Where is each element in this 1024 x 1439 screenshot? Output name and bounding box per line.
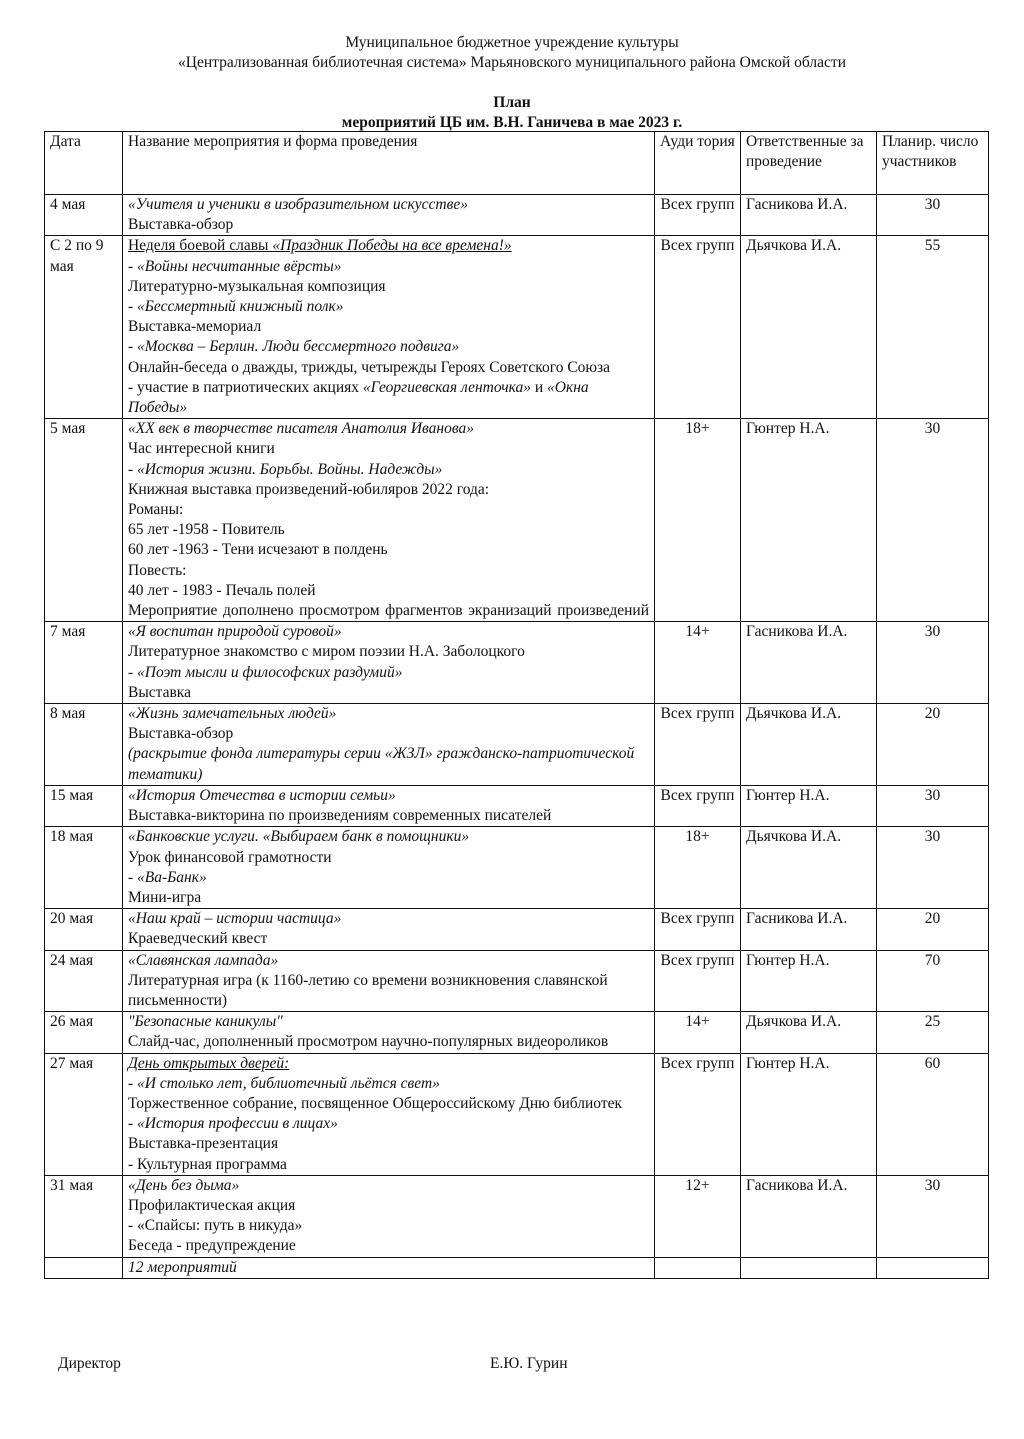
table-row (45, 195, 989, 236)
event-text: Литературная игра (к 1160-летию со времени возникновения славянской письменности) (128, 971, 608, 1009)
event-line (128, 480, 649, 500)
total-empty-cell (45, 1257, 123, 1278)
event-participant-count: 30 (877, 785, 989, 826)
event-responsible: Дьячкова И.А. (741, 704, 877, 786)
event-audience: Всех групп (655, 704, 741, 786)
event-responsible: Гюнтер Н.А. (741, 950, 877, 1012)
event-participant-count: 60 (877, 1053, 989, 1175)
event-date: 15 мая (45, 785, 123, 826)
event-line (128, 297, 649, 317)
table-row (45, 1012, 989, 1053)
event-line (128, 868, 649, 888)
total-empty-cell (741, 1257, 877, 1278)
event-line (128, 520, 649, 540)
event-responsible: Гасникова И.А. (741, 909, 877, 950)
event-text: Книжная выставка произведений-юбиляров 2022 года: (128, 480, 490, 498)
event-text: - «Бессмертный книжный полк» (128, 298, 344, 316)
event-text: Литературно-музыкальная композиция (128, 277, 386, 295)
event-text: 65 лет -1958 - Повитель (128, 521, 285, 539)
event-description (123, 785, 655, 826)
event-date: С 2 по 9 мая (45, 236, 123, 419)
event-line (128, 848, 649, 868)
event-line (128, 195, 649, 215)
event-description (123, 1175, 655, 1257)
event-text: "Безопасные каникулы" (128, 1013, 283, 1031)
event-description (123, 1053, 655, 1175)
event-text: Романы: (128, 501, 184, 519)
event-responsible: Гюнтер Н.А. (741, 419, 877, 622)
table-row (45, 950, 989, 1012)
event-responsible: Дьячкова И.А. (741, 1012, 877, 1053)
event-participant-count: 30 (877, 622, 989, 704)
event-audience: 18+ (655, 419, 741, 622)
event-text: Краеведческий квест (128, 930, 268, 948)
column-header-count: Планир. число участников (877, 132, 989, 195)
event-line (128, 1216, 649, 1236)
event-text: «День без дыма» (128, 1176, 240, 1194)
event-responsible: Гасникова И.А. (741, 195, 877, 236)
total-empty-cell (655, 1257, 741, 1278)
event-line (128, 1155, 649, 1175)
event-line (128, 827, 649, 847)
event-line (128, 540, 649, 560)
event-text: День открытых дверей: (128, 1054, 290, 1072)
event-responsible: Дьячкова И.А. (741, 236, 877, 419)
event-participant-count: 30 (877, 1175, 989, 1257)
event-line (128, 1032, 649, 1052)
event-line (128, 215, 649, 235)
event-responsible: Гасникова И.А. (741, 1175, 877, 1257)
event-description (123, 950, 655, 1012)
event-line (128, 358, 649, 378)
event-text: - «Москва – Берлин. Люди бессмертного подвига» (128, 338, 460, 356)
event-line (128, 1176, 649, 1196)
event-line (128, 909, 649, 929)
event-line (128, 724, 649, 744)
event-text: Урок финансовой грамотности (128, 848, 332, 866)
event-text: Профилактическая акция (128, 1196, 296, 1214)
event-line (128, 971, 649, 1011)
table-row (45, 785, 989, 826)
event-audience: Всех групп (655, 950, 741, 1012)
event-text: Выставка-обзор (128, 216, 234, 234)
event-line (128, 1196, 649, 1216)
event-responsible: Гюнтер Н.А. (741, 1053, 877, 1175)
event-text: Беседа - предупреждение (128, 1237, 296, 1255)
event-description (123, 704, 655, 786)
event-line (128, 419, 649, 439)
event-date: 7 мая (45, 622, 123, 704)
event-line (128, 622, 649, 642)
table-row (45, 419, 989, 622)
event-date: 26 мая (45, 1012, 123, 1053)
event-participant-count: 70 (877, 950, 989, 1012)
event-description (123, 1012, 655, 1053)
event-text: 40 лет - 1983 - Печаль полей (128, 581, 316, 599)
event-line (128, 1236, 649, 1256)
column-header-audience: Ауди тория (655, 132, 741, 195)
column-header-date: Дата (45, 132, 123, 195)
event-text: - «История профессии в лицах» (128, 1115, 338, 1133)
table-row (45, 1175, 989, 1257)
event-line (128, 642, 649, 662)
title-line-1: План (493, 94, 531, 111)
event-text: Неделя боевой славы (128, 237, 273, 255)
event-text: - «Спайсы: путь в никуда» (128, 1217, 303, 1235)
event-text: - «Поэт мысли и философских раздумий» (128, 663, 403, 681)
column-header-responsible: Ответственные за проведение (741, 132, 877, 195)
event-text: «История Отечества в истории семьи» (128, 786, 396, 804)
event-text: Повесть: (128, 561, 187, 579)
event-text: Выставка (128, 683, 191, 701)
event-description (123, 827, 655, 909)
event-line (128, 1012, 649, 1032)
event-text: «Банковские услуги. «Выбираем банк в помощники» (128, 828, 470, 846)
event-text: «XX век в творчестве писателя Анатолия Иванова» (128, 420, 474, 438)
event-line (128, 1114, 649, 1134)
event-text: Выставка-викторина по произведениям современных писателей (128, 807, 552, 825)
event-text: Выставка-мемориал (128, 318, 262, 336)
event-text: «Жизнь замечательных людей» (128, 705, 337, 723)
event-line (128, 951, 649, 971)
event-text: «Наш край – истории частица» (128, 910, 342, 928)
events-table (44, 131, 989, 1279)
event-participant-count: 25 (877, 1012, 989, 1053)
event-line (128, 581, 649, 601)
event-text: «Славянская лампада» (128, 951, 279, 969)
event-audience: 18+ (655, 827, 741, 909)
event-text: Выставка-презентация (128, 1135, 279, 1153)
event-text: Час интересной книги (128, 440, 275, 458)
event-line (128, 439, 649, 459)
org-line-2: «Централизованная библиотечная система» Марьяновского муниципального района Омской области (178, 54, 846, 71)
event-line (128, 500, 649, 520)
event-text: (раскрытие фонда литературы серии «ЖЗЛ» гражданско-патриотической тематики) (128, 745, 635, 783)
table-row (45, 1053, 989, 1175)
event-responsible: Гасникова И.А. (741, 622, 877, 704)
event-date: 27 мая (45, 1053, 123, 1175)
event-audience: Всех групп (655, 785, 741, 826)
event-text: «Праздник Победы на все времена!» (272, 237, 512, 255)
event-line (128, 806, 649, 826)
table-row (45, 909, 989, 950)
event-text: и (530, 378, 548, 396)
event-line (128, 337, 649, 357)
table-row (45, 236, 989, 419)
event-participant-count: 20 (877, 909, 989, 950)
event-text: Литературное знакомство с миром поэзии Н.А. Заболоцкого (128, 643, 525, 661)
event-date: 24 мая (45, 950, 123, 1012)
event-participant-count: 30 (877, 827, 989, 909)
event-text: 60 лет -1963 - Тени исчезают в полдень (128, 541, 388, 559)
event-line (128, 704, 649, 724)
event-text: «Георгиевская ленточка» (362, 378, 531, 396)
event-audience: 14+ (655, 622, 741, 704)
event-date: 4 мая (45, 195, 123, 236)
event-date: 8 мая (45, 704, 123, 786)
event-date: 18 мая (45, 827, 123, 909)
table-row (45, 704, 989, 786)
footer-signature-name: Е.Ю. Гурин (490, 1355, 568, 1372)
event-text: - «История жизни. Борьбы. Войны. Надежды» (128, 460, 443, 478)
event-text: Онлайн-беседа о дважды, трижды, четырежды Героях Советского Союза (128, 358, 611, 376)
event-date: 5 мая (45, 419, 123, 622)
event-line (128, 601, 649, 621)
event-text: - «Войны несчитанные вёрсты» (128, 257, 342, 275)
event-description (123, 909, 655, 950)
table-header-row (45, 132, 989, 195)
event-description (123, 195, 655, 236)
event-participant-count: 55 (877, 236, 989, 419)
event-line (128, 1094, 649, 1114)
event-line (128, 236, 649, 256)
event-text: - «Ва-Банк» (128, 868, 207, 886)
event-line (128, 744, 649, 784)
event-text: Мини-игра (128, 888, 202, 906)
event-date: 31 мая (45, 1175, 123, 1257)
event-date: 20 мая (45, 909, 123, 950)
title-line-2: мероприятий ЦБ им. В.Н. Ганичева в мае 2023 г. (341, 114, 683, 131)
org-line-1: Муниципальное бюджетное учреждение культуры (345, 34, 679, 51)
table-row (45, 827, 989, 909)
event-text: - «И столько лет, библиотечный льётся свет» (128, 1074, 440, 1092)
event-audience: Всех групп (655, 236, 741, 419)
event-line (128, 378, 649, 418)
event-text: Мероприятие дополнено просмотром фрагментов экранизаций произведений (128, 602, 649, 620)
event-text: - участие в патриотических акциях (128, 378, 363, 396)
event-line (128, 683, 649, 703)
event-audience: Всех групп (655, 1053, 741, 1175)
footer-position: Директор (58, 1355, 121, 1372)
organization-heading (0, 33, 1024, 73)
event-description (123, 622, 655, 704)
event-audience: Всех групп (655, 195, 741, 236)
event-text: «Окна Победы» (128, 378, 589, 417)
event-line (128, 929, 649, 949)
event-description (123, 236, 655, 419)
event-line (128, 317, 649, 337)
event-description (123, 419, 655, 622)
event-line (128, 888, 649, 908)
event-audience: Всех групп (655, 909, 741, 950)
events-total: 12 мероприятий (123, 1257, 655, 1278)
event-participant-count: 20 (877, 704, 989, 786)
event-audience: 14+ (655, 1012, 741, 1053)
event-line (128, 460, 649, 480)
event-text: Выставка-обзор (128, 725, 234, 743)
event-text: «Учителя и ученики в изобразительном искусстве» (128, 196, 468, 213)
event-text: Слайд-час, дополненный просмотром научно-популярных видеороликов (128, 1033, 609, 1051)
column-header-event: Название мероприятия и форма проведения (123, 132, 655, 195)
event-line (128, 1054, 649, 1074)
event-text: «Я воспитан природой суровой» (128, 623, 342, 641)
event-audience: 12+ (655, 1175, 741, 1257)
document-title (0, 93, 1024, 133)
table-row (45, 622, 989, 704)
total-empty-cell (877, 1257, 989, 1278)
event-line (128, 277, 649, 297)
event-line (128, 561, 649, 581)
event-line (128, 1134, 649, 1154)
event-line (128, 1074, 649, 1094)
event-line (128, 786, 649, 806)
event-line (128, 257, 649, 277)
event-text: Торжественное собрание, посвященное Общероссийскому Дню библиотек (128, 1094, 623, 1112)
table-total-row (45, 1257, 989, 1278)
event-responsible: Гюнтер Н.А. (741, 785, 877, 826)
event-participant-count: 30 (877, 419, 989, 622)
event-participant-count: 30 (877, 195, 989, 236)
event-line (128, 663, 649, 683)
event-responsible: Дьячкова И.А. (741, 827, 877, 909)
event-text: - Культурная программа (128, 1155, 287, 1173)
